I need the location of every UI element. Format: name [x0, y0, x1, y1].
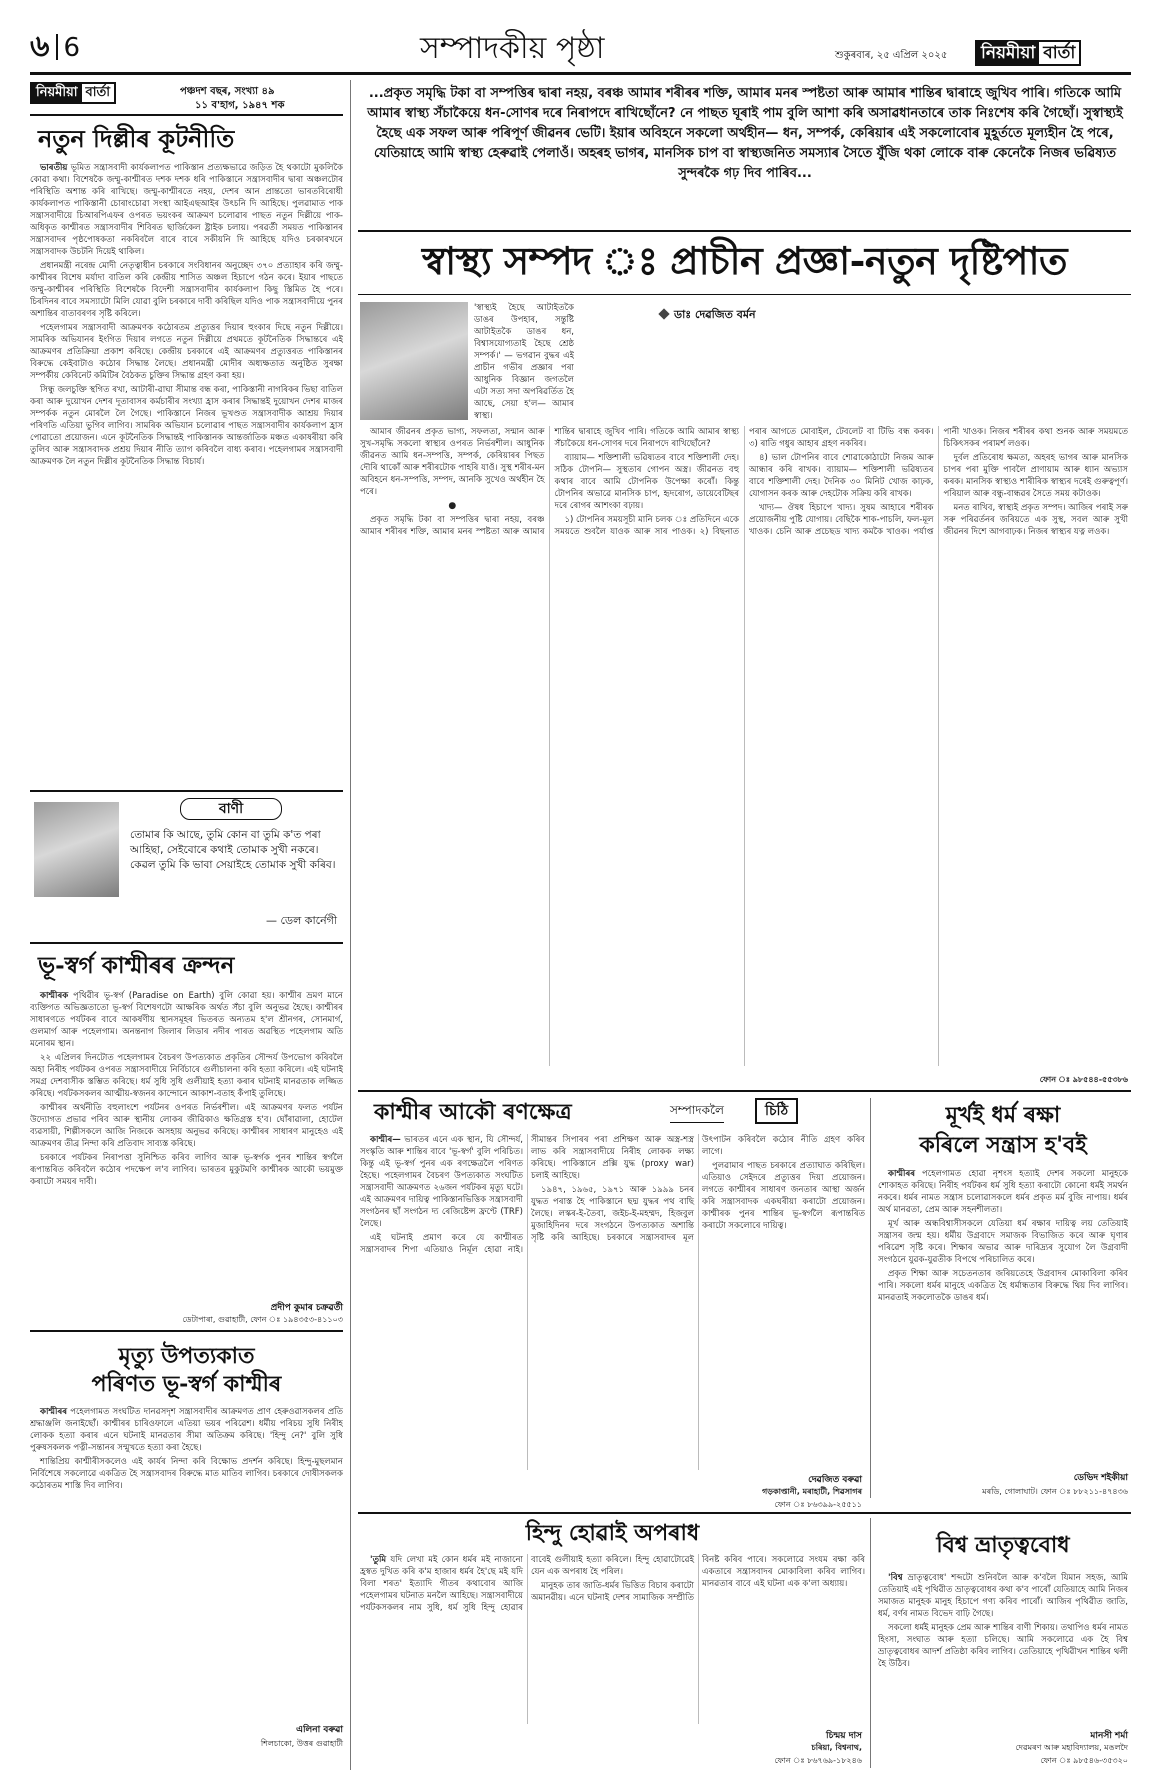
religion-title [875, 1100, 1131, 1160]
death-valley-lead: কাশ্মীৰৰ [40, 1407, 68, 1417]
letters-paragraph: এই ঘটনাই প্ৰমাণ কৰে যে কাশ্মীৰত সন্ত্ৰাসবাদৰ শিপা এতিয়াও নিৰ্মূল হোৱা নাই। সীমান্তৰ সিপাৰৰ পৰা প্ৰশিক্ষণ আৰু অস্ত্ৰ-শস্ত্ৰ লাভ কৰি সন্ত্ৰাসবাদীয়ে নিৰীহ লোকক লক্ষ্য কৰিছে। পাকিস্তানে প্ৰক্সি যুদ্ধ (proxy war) চলাই আহিছে। [360, 1135, 694, 1255]
masthead-volume: পঞ্চদশ বছৰ, সংখ্যা ৪৯ [180, 86, 275, 97]
kashmir-article-author: প্ৰদীপ কুমাৰ চক্ৰৱৰ্তী [270, 1303, 343, 1313]
feature-author-photo [360, 302, 468, 420]
header-rule [30, 72, 1131, 75]
hindu-title: হিন্দু হোৱাই অপৰাধ [525, 1520, 700, 1546]
masthead-logo-part2: বাৰ্তা [82, 84, 115, 102]
kashmir-article-paragraph: ২২ এপ্ৰিলৰ দিনটোত পহেলগামৰ বৈচৰণ উপত্যকাত প্ৰকৃতিৰ সৌন্দৰ্য উপভোগ কৰিবলৈ অহা নিৰীহ পৰ্যটকৰ ওপৰত সন্ত্ৰাসবাদীয়ে নিৰ্বিচাৰে গুলীচালনা কৰি হত্যা কৰিলে। এই ঘটনাই সমগ্ৰ দেশবাসীক স্তম্ভিত কৰিছে। ধৰ্ম সুধি সুধি গুলীয়াই হত্যা কৰাৰ ঘটনাই মানৱতাক লজ্জিত কৰিছে। পৰ্যটকসকলৰ আত্মীয়-স্বজনৰ কান্দোনে আকাশ-বতাহ কঁপাই তুলিছে। [30, 1053, 343, 1099]
brotherhood-body [878, 1572, 1128, 1722]
letters-tag: সম্পাদকলৈ [670, 1102, 724, 1123]
death-valley-author: এলিনা বৰুৱা [296, 1725, 343, 1735]
hindu-paragraph: মানুহক তাৰ জাতি-ধৰ্মৰ ভিত্তিত বিচাৰ কৰাটো অমানৱীয়। এনে ঘটনাই দেশৰ সামাজিক সম্প্ৰীতি বিনষ্ট কৰিব পাৰে। সকলোৱে সংযম ৰক্ষা কৰি একতাৰে সন্ত্ৰাসবাদৰ মোকাবিলা কৰিব লাগিব। মানৱতাৰ বাবে এই ঘটনা এক ক'লা অধ্যায়। [531, 1555, 865, 1603]
page-number [30, 29, 81, 64]
feature-subhead: ● [448, 501, 457, 511]
hindu-address: চৰিয়া, বিশ্বনাথ, [811, 1743, 862, 1752]
brotherhood-phone: ফোন ঃ ৯৮৫৪৬-৩৫৩২০ [1040, 1756, 1128, 1765]
feature-body [360, 426, 1128, 1066]
header-logo-part2: বাৰ্তা [1039, 42, 1079, 64]
feature-author: ডাঃ দেৱজিত বৰ্মন [674, 308, 756, 321]
feature-intro [474, 302, 574, 422]
feature-paragraph: ৪) ভাল টোপনিৰ বাবে শোৱাকোঠাটো নিজম আৰু আন্ধাৰ কৰি ৰাখক। ব্যায়াম— শক্তিশালী ভৱিষ্যতৰ বাবে শক্তিশালী দেহ। দৈনিক ৩০ মিনিট খোজ কাঢ়ক, যোগাসন কৰক আৰু দেহটোক সক্ৰিয় কৰি ৰাখক। [749, 453, 934, 499]
letters-author: দেৱজিত বৰুৱা [808, 1475, 862, 1485]
letters-header [360, 1098, 865, 1128]
hindu-phone: ফোন ঃ ৮৬৭৬৯-১৮২৪৬ [774, 1756, 862, 1765]
page-number-en: 6 [63, 33, 81, 63]
header-date: শুকুৰবাৰ, ২৫ এপ্ৰিল ২০২৫ [835, 50, 948, 61]
hindu-body [360, 1554, 865, 1724]
kashmir-article-lead: কাশ্মীৰক [40, 991, 69, 1001]
religion-paragraph: প্ৰকৃত শিক্ষা আৰু সচেতনতাৰ জৰিয়তেহে উগ্ৰবাদৰ মোকাবিলা কৰিব পাৰি। সকলো ধৰ্মৰ মানুহে একত্ৰিত হৈ ধৰ্মান্ধতাৰ বিৰুদ্ধে থিয় দিব লাগিব। মানৱতাই সকলোতকৈ ডাঙৰ ধৰ্ম। [878, 1269, 1128, 1303]
brotherhood-paragraph: সকলো ধৰ্মই মানুহক প্ৰেম আৰু শান্তিৰ বাণী শিকায়। তথাপিও ধৰ্মৰ নামত হিংসা, সংঘাত আৰু হত্যা চলিছে। আমি সকলোৱে এক হৈ বিশ্ব ভ্ৰাতৃত্ববোধৰ আদৰ্শ প্ৰতিষ্ঠা কৰিব লাগিব। তেতিয়াহে পৃথিৱীখন শান্তিৰ থলী হৈ উঠিব। [878, 1623, 1128, 1669]
letters-paragraph: পুলৱামাৰ পাছত চৰকাৰে প্ৰত্যাঘাত কৰিছিল। এতিয়াও সেইদৰে প্ৰত্যুত্তৰ দিয়া প্ৰয়োজন। লগতে কাশ্মীৰৰ সাধাৰণ জনতাৰ আস্থা অৰ্জন কৰি সন্ত্ৰাসবাদক একঘৰীয়া কৰাটো প্ৰয়োজন। কাশ্মীৰক পুনৰ শান্তিৰ ভূ-স্বৰ্গলৈ ৰূপান্তৰিত কৰাটো সকলোৰে দায়িত্ব। [702, 1161, 865, 1231]
hindu-lead: 'তুমি [370, 1555, 387, 1565]
quote-author-photo [34, 802, 119, 897]
kicker-rule [358, 230, 1131, 232]
brotherhood-title: বিশ্ব ভ্ৰাতৃত্ববোধ [936, 1532, 1070, 1558]
feature-title-rule [358, 294, 1131, 295]
editorial-title: নতুন দিল্লীৰ কূটনীতি [38, 124, 235, 153]
page-number-bn: ৬ [30, 29, 50, 64]
religion-title-line1: মূৰ্খই ধৰ্ম ৰক্ষা [945, 1102, 1061, 1128]
feature-paragraph: প্ৰকৃত সমৃদ্ধি টকা বা সম্পত্তিৰ দ্বাৰা নহয়, বৰঞ্চ আমাৰ শৰীৰৰ শক্তি, আমাৰ মনৰ স্পষ্টতা আৰু আমাৰ শান্তিৰ দ্বাৰাহে জুখিব পাৰি। গতিকে আমি আমাৰ স্বাস্থ্য সঁচাকৈয়ে ধন-সোণৰ দৰে নিৰাপদে ৰাখিছোঁনে? [360, 427, 739, 537]
editorial-paragraph: প্ৰধানমন্ত্ৰী নৰেন্দ্ৰ মোদী নেতৃত্বাধীন চৰকাৰে সংবিধানৰ অনুচ্ছেদ ৩৭০ প্ৰত্যাহাৰ কৰি জম্মু-কাশ্মীৰৰ বিশেষ মৰ্যাদা বাতিল কৰি কেন্দ্ৰীয় শাসিত অঞ্চল হিচাপে গঠন কৰে। ইয়াৰ পাছতে জম্মু-কাশ্মীৰৰ পৰিস্থিতি বিশেষকৈ বিদেশী সন্ত্ৰাসবাদীৰ কাৰ্যকলাপ কিছু স্তিমিত হৈ পৰে। চিৰদিনৰ বাবে সমস্যাটো মিলি যোৱা বুলি চৰকাৰে দাবী কৰিছিল যদিও পাক সন্ত্ৰাসবাদীয়ে পুনৰ অশান্তিৰ বাতাবৰণৰ সৃষ্টি কৰিলে। [30, 261, 343, 319]
diamond-icon [658, 308, 669, 319]
religion-paragraph: পহেলগামত হোৱা নৃশংস হত্যাই দেশৰ সকলো মানুহকে শোকাহত কৰিছে। নিৰীহ পৰ্যটকৰ ধৰ্ম সুধি হত্যা কৰাটো কোনো ধৰ্মই সমৰ্থন নকৰে। ধৰ্মৰ নামত সন্ত্ৰাস চলোৱাসকলে ধৰ্মৰ প্ৰকৃত মৰ্ম বুজি নাপায়। ধৰ্মৰ অৰ্থ মানৱতা, প্ৰেম আৰু সহনশীলতা। [878, 1169, 1128, 1215]
kashmir-article-title: ভূ-স্বৰ্গ কাশ্মীৰৰ ক্ৰন্দন [38, 952, 235, 979]
left-divider [30, 1330, 343, 1332]
header-logo [975, 40, 1081, 66]
hindu-paragraph: যদি লেখা মই কোন ধৰ্মৰ মই নাজানো হ্ৰস্বত দুখিত কৰি ক'ম হাজাৰ ধৰ্মৰ হৈ'ছে মই যদি বিলা শৰত' ইত্যাদি গীতৰ কথাবোৰ আজি পহেলগামৰ ঘটনাত মনলৈ আহিছে। সন্ত্ৰাসবাদীয়ে পৰ্যটকসকলৰ নাম সুধি, ধৰ্ম সুধি হিন্দু হোৱাৰ বাবেই গুলীয়াই হত্যা কৰিলে। হিন্দু হোৱাটোৱেই যেন এক অপৰাধ হৈ পৰিল। [360, 1555, 694, 1613]
quote-box [30, 790, 343, 944]
masthead-date: ১১ ব'হাগ, ১৯৪৭ শক [195, 100, 285, 111]
death-valley-title-line1: মৃত্যু উপত্যকাত [118, 1343, 255, 1369]
editorial-lead: ভাৰতীয় [40, 163, 68, 173]
religion-address: মৰডি, গোলাঘাট। ফোন ঃ ৮৮২১১-৪৭৪৩৬ [982, 1487, 1128, 1496]
feature-kicker: ...প্ৰকৃত সমৃদ্ধি টকা বা সম্পত্তিৰ দ্বাৰা নহয়, বৰঞ্চ আমাৰ শৰীৰৰ শক্তি, আমাৰ মনৰ স্পষ্টতা আৰু আমাৰ শান্তিৰ দ্বাৰাহে জুখিব পাৰি। গতিকে আমি আমাৰ স্বাস্থ্য সঁচাকৈয়ে ধন-সোণৰ দৰে নিৰাপদে ৰাখিছোঁনে? নে পাছত ঘূৰাই পাম বুলি আশা কৰি অসাৱধানতাৰে তাক নিঃশেষ কৰি গৈছোঁ। সুস্বাস্থ্যই হৈছে এক সফল আৰু পৰিপূৰ্ণ জীৱনৰ ভেটি। ইয়াৰ অবিহনে সকলো অৰ্থহীন— ধন, সম্পৰ্ক, কেৰিয়াৰ এই সকলোবোৰ মুহূৰ্ততে মূল্যহীন হৈ পৰে, যেতিয়াহে আমি স্বাস্থ্য হেৰুৱাই পেলাওঁ। অহৰহ ভাগৰ, মানসিক চাপ বা স্বাস্থ্যজনিত সমস্যাৰ সৈতে যুঁজি থকা লোকে বাৰু কেনেকৈ নিজৰ ভৱিষ্যত সুন্দৰকৈ গঢ় দিব পাৰিব... [367, 86, 1123, 181]
editorial-paragraph: সিন্ধু জলচুক্তি স্থগিত ৰখা, আটাৰী-ৱাঘা সীমান্ত বন্ধ কৰা, পাকিস্তানী নাগৰিকৰ ভিছা বাতিল কৰা আৰু দুয়োখন দেশৰ দূতাবাসৰ কৰ্মচাৰীৰ সংখ্যা হ্ৰাস কৰাৰ সিদ্ধান্তই দুয়োখন দেশৰ মাজৰ সম্পৰ্কক নতুন মোৰলৈ লৈ গৈছে। পাকিস্তানে নিজৰ ভূখণ্ডত সন্ত্ৰাসবাদীক আশ্ৰয় দিয়াৰ পৰিণতি এতিয়া ভুগিব লাগিব। সামৰিক অভিযান চলোৱাৰ পাছত সন্ত্ৰাসবাদীৰ কাৰ্যকলাপ হ্ৰাস পোৱাতো প্ৰয়োজন। এনে কূটনৈতিক সিদ্ধান্তই পাকিস্তানক আন্তৰ্জাতিক মঞ্চত একাষৰীয়া কৰি তুলিব আৰু সন্ত্ৰাসবাদক প্ৰশ্ৰয় দিয়াৰ নীতি ত্যাগ কৰিবলৈ বাধ্য কৰাব। পহেলগামৰ সন্ত্ৰাসবাদী আক্ৰমণক লৈ নতুন দিল্লীৰ কূটনৈতিক সিদ্ধান্ত বিচাৰ্য। [30, 385, 343, 467]
feature-paragraph: ব্যায়াম— শক্তিশালী ভৱিষ্যতৰ বাবে শক্তিশালী দেহ। সঠিক টোপনি— সুস্থতাৰ গোপন অস্ত্ৰ। জীৱনত বহু কথাৰ বাবে আমি টোপনিক উপেক্ষা কৰোঁ। কিন্তু টোপনিৰ অভাৱে মানসিক চাপ, হৃদৰোগ, ডায়েবেটিছৰ দৰে ৰোগৰ আশংকা বঢ়ায়। [554, 453, 739, 511]
letters-paragraph: ১৯৪৭, ১৯৬৫, ১৯৭১ আৰু ১৯৯৯ চনৰ যুদ্ধত পৰাস্ত হৈ পাকিস্তানে ছদ্ম যুদ্ধৰ পথ বাছি লৈছে। লস্কৰ-ই-তৈবা, জইচ-ই-মহম্মদ, হিজবুল মুজাহিদিনৰ দৰে সংগঠনে উপত্যকাত অশান্তি সৃষ্টি কৰি আহিছে। চৰকাৰে সন্ত্ৰাসবাদৰ মূল উৎপাটন কৰিবলৈ কঠোৰ নীতি গ্ৰহণ কৰিব লাগে। [531, 1135, 865, 1243]
death-valley-title [30, 1342, 343, 1398]
death-valley-title-line2: পৰিণত ভূ-স্বৰ্গ কাশ্মীৰ [91, 1371, 282, 1397]
letters-lead: কাশ্মীৰ— [370, 1135, 401, 1145]
hindu-divider [870, 1518, 871, 1768]
kashmir-article-paragraph: পৃথিৱীৰ ভূ-স্বৰ্গ (Paradise on Earth) বুলি কোৱা হয়। কাশ্মীৰ ভ্ৰমণ মানে ব্যক্তিগত অভিজ্ঞতাতো ভূ-স্বৰ্গ বিশেষণটো আক্ষৰিক অৰ্থত সঁচা বুলি অনুভৱ হৈছে। কাশ্মীৰৰ সাধাৰণতে পৰ্যটকৰ বাবে আকৰ্ষণীয় স্থানসমূহৰ ভিতৰত অন্যতম হ'ল শ্ৰীনগৰ, সোনমাৰ্গ, গুলমাৰ্গ আৰু পহেলগাম। অনন্তনাগ জিলাৰ লিডাৰ নদীৰ পাৰত অৱস্থিত পহেলগাম অতি মনোৰম স্থান। [30, 991, 343, 1049]
religion-lead: কাশ্মীৰৰ [888, 1169, 916, 1179]
brotherhood-lead: 'বিশ্ব [888, 1573, 903, 1583]
death-valley-body [30, 1406, 343, 1716]
editorial-paragraph: পহেলগামৰ সন্ত্ৰাসবাদী আক্ৰমণক কঠোৰতম প্ৰত্যুত্তৰ দিয়াৰ হুংকাৰ দিছে নতুন দিল্লীয়ে। সামৰিক অভিযানৰ ইংগিত দিয়াৰ লগতে নতুন দিল্লীয়ে প্ৰথমতে কূটনৈতিক সিদ্ধান্তৰে এই আক্ৰমণৰ প্ৰতিক্ৰিয়া প্ৰকাশ কৰিছে। কেন্দ্ৰীয় চৰকাৰে এই আক্ৰমণৰ প্ৰত্যুত্তৰত পাকিস্তানৰ বিৰুদ্ধে কেইবাটাও কঠোৰ সিদ্ধান্ত লৈছে। প্ৰধানমন্ত্ৰী মোদীৰ অধ্যক্ষতাত অনুষ্ঠিত সুৰক্ষা সম্পৰ্কীয় কেবিনেট কমিটিৰ বৈঠকত চুক্তিৰ সিদ্ধান্ত গ্ৰহণ কৰা হয়। [30, 323, 343, 381]
header-logo-part1: নিয়মীয়া [977, 42, 1039, 64]
quote-heading: বাণী [180, 798, 282, 820]
letters-address: গড়কাপ্তানী, মৰাহাটী, শিৱসাগৰ [762, 1487, 862, 1496]
death-valley-paragraph: শান্তিপ্ৰিয় কাশ্মীৰীসকলেও এই কাৰ্যৰ নিন্দা কৰি বিক্ষোভ প্ৰদৰ্শন কৰিছে। হিন্দু-মুছলমান নিৰ্বিশেষে সকলোৱে একত্ৰিত হৈ সন্ত্ৰাসবাদৰ বিৰুদ্ধে মাত মাতিব লাগিব। চৰকাৰে দোষীসকলক কঠোৰতম শাস্তি দিব লাগিব। [30, 1457, 343, 1491]
brotherhood-address: দেৱমৰণ আৰু মহাবিদ্যালয়, মঙলদৈ [1015, 1743, 1128, 1752]
letters-divider [870, 1098, 871, 1498]
brotherhood-author: মানসী শৰ্মা [1090, 1731, 1128, 1741]
feature-intro-text: 'স্বাস্থ্যই হৈছে আটাইতকৈ ডাঙৰ উপহাৰ, সন্তুষ্টি আটাইতকৈ ডাঙৰ ধন, বিশ্বাসযোগ্যতাই হৈছে শ্ৰেষ্ঠ সম্পৰ্ক।' — ভগৱান বুদ্ধৰ এই প্ৰাচীন গভীৰ প্ৰজ্ঞাৰ পৰা আধুনিক বিজ্ঞান জগতলৈ এটা সত্য সদা অপৰিৱৰ্তিত হৈ আছে, সেয়া হ'ল— আমাৰ স্বাস্থ্য। [474, 303, 574, 421]
feature-paragraph: দুৰ্বল প্ৰতিৰোধ ক্ষমতা, অহৰহ ভাগৰ আৰু মানসিক চাপৰ পৰা মুক্তি পাবলৈ প্ৰাণায়াম আৰু ধ্যান অভ্যাস কৰক। মানসিক স্বাস্থ্যও শাৰীৰিক স্বাস্থ্যৰ দৰেই গুৰুত্বপূৰ্ণ। পৰিয়াল আৰু বন্ধু-বান্ধৱৰ সৈতে সময় কটাওক। [943, 453, 1128, 499]
kashmir-article-body [30, 990, 343, 1290]
feature-bottom-rule [358, 1090, 1131, 1092]
section-title: সম্পাদকীয় পৃষ্ঠা [420, 31, 605, 66]
letters-paragraph: ভাৰতৰ এনে এক স্থান, যি সৌন্দৰ্য, সংস্কৃতি আৰু শান্তিৰ বাবে 'ভূ-স্বৰ্গ' বুলি পৰিচিত। কিন্তু এই ভূ-স্বৰ্গ পুনৰ এক ৰণক্ষেত্ৰলৈ পৰিণত হৈছে। পহেলগামৰ বৈচৰণ উপত্যকাত সংঘটিত সন্ত্ৰাসবাদী আক্ৰমণত ২৬জন পৰ্যটকৰ মৃত্যু ঘটে। এই আক্ৰমণৰ দায়িত্ব পাকিস্তানভিত্তিক সন্ত্ৰাসবাদী সংগঠনৰ ছাঁ সংগঠন দ্য ৰেজিষ্টেন্স ফ্ৰণ্টে (TRF) লৈছে। [360, 1135, 523, 1229]
masthead-rule [30, 114, 343, 116]
feature-phone: ফোন ঃ ৯৮৫৪৪-৫৫৩৮৬ [1039, 1075, 1128, 1084]
feature-paragraph: মনত ৰাখিব, স্বাস্থ্যই প্ৰকৃত সম্পদ। আজিৰ পৰাই সৰু সৰু পৰিৱৰ্তনৰ জৰিয়তে এক সুস্থ, সবল আৰু সুখী জীৱনৰ দিশে আগবাঢ়ক। নিজৰ স্বাস্থ্যৰ যত্ন লওক। [943, 503, 1128, 537]
letters-body [360, 1134, 865, 1470]
death-valley-paragraph: পহেলগামত সংঘটিত দানৱসদৃশ সন্ত্ৰাসবাদীৰ আক্ৰমণত প্ৰাণ হেৰুওৱাসকলৰ প্ৰতি শ্ৰদ্ধাঞ্জলি জনাইছোঁ। কাশ্মীৰৰ চাৰিওফালে এতিয়া ভয়ৰ পৰিৱেশ। ধৰ্মীয় পৰিচয় সুধি নিৰীহ লোকক হত্যা কৰাৰ এনে ঘটনাই মানৱতাৰ সীমা অতিক্ৰম কৰিছে। 'হিন্দু নে?' বুলি সুধি পুৰুষসকলক পত্নী-সন্তানৰ সন্মুখতে হত্যা কৰা হৈছে। [30, 1407, 343, 1453]
kashmir-article-paragraph: কাশ্মীৰৰ অৰ্থনীতি বহুলাংশে পৰ্যটনৰ ওপৰত নিৰ্ভৰশীল। এই আক্ৰমণৰ ফলত পৰ্যটন উদ্যোগত প্ৰভাৱ পৰিব আৰু স্থানীয় লোকৰ জীৱিকাও ক্ষতিগ্ৰস্ত হ'ব। ঘোঁৰাৱালা, হোটেল ব্যৱসায়ী, শিল্পীসকলে আজি নিজকে অসহায় অনুভৱ কৰিছে। কাশ্মীৰৰ সাধাৰণ মানুহেও এই আক্ৰমণৰ তীব্ৰ নিন্দা কৰি প্ৰতিবাদ সাব্যস্ত কৰিছে। [30, 1103, 343, 1149]
quote-author: — ডেল কাৰ্নেগী [266, 914, 337, 927]
masthead-logo [30, 82, 116, 104]
feature-paragraph: খাদ্য— ঔষধ হিচাপে খাদ্য। সুষম আহাৰে শৰীৰক প্ৰয়োজনীয় পুষ্টি যোগায়। বেছিকৈ শাক-পাচলি, ফল-মূল খাওক। চেনি আৰু প্ৰচেছড খাদ্য কমকৈ খাওক। পৰ্যাপ্ত পানী খাওক। নিজৰ শৰীৰৰ কথা শুনক আৰু সময়মতে চিকিৎসকৰ পৰামৰ্শ লওক। [749, 427, 1128, 537]
quote-text: তোমাৰ কি আছে, তুমি কোন বা তুমি ক'ত পৰা আহিছা, সেইবোৰে কথাই তোমাক সুখী নকৰে। কেৱল তুমি কি ভাবা সেয়াইহে তোমাক সুখী কৰিব। [130, 829, 336, 871]
editorial-body [30, 162, 343, 782]
feature-paragraph: আমাৰ জীৱনৰ প্ৰকৃত ভাগ্য, সফলতা, সন্মান আৰু সুখ-সমৃদ্ধি সকলো স্বাস্থ্যৰ ওপৰত নিৰ্ভৰশীল। আধুনিক জীৱনত আমি ধন-সম্পত্তি, সম্পৰ্ক, কেৰিয়াৰৰ পিছত দৌৰি থাকোঁ আৰু শৰীৰটোক পাহৰি যাওঁ। সুস্থ শৰীৰ-মন অবিহনে ধন-সম্পত্তি, সম্পদ, আনকি সুখেও অৰ্থহীন হৈ পৰে। [360, 427, 545, 497]
letters-title: কাশ্মীৰ আকৌ ৰণক্ষেত্ৰ [374, 1099, 572, 1125]
lower-rule [358, 1512, 1131, 1514]
religion-author: ডেভিদ শইকীয়া [1073, 1473, 1128, 1483]
kashmir-article-address: ডেটাপাৰা, গুৱাহাটী, ফোন ঃ ১৯৪৩৫৩-৪১১০৩ [182, 1315, 343, 1324]
letters-phone: ফোন ঃ ৮৬৩৯৯-২৫৫১১ [774, 1500, 862, 1509]
feature-title: স্বাস্থ্য সম্পদ ঃ প্ৰাচীন প্ৰজ্ঞা-নতুন দৃষ্টিপাত [422, 238, 1067, 283]
religion-paragraph: মূৰ্খ আৰু অন্ধবিশ্বাসীসকলে যেতিয়া ধৰ্ম ৰক্ষাৰ দায়িত্ব লয় তেতিয়াই সন্ত্ৰাসৰ জন্ম হয়। ধৰ্মীয় উগ্ৰবাদে সমাজক বিভাজিত কৰে আৰু ঘৃণাৰ পৰিৱেশ সৃষ্টি কৰে। শিক্ষাৰ অভাৱ আৰু দাৰিদ্ৰ্যৰ সুযোগ লৈ উগ্ৰবাদী সংগঠনে যুৱক-যুৱতীক বিপথে পৰিচালিত কৰে। [878, 1219, 1128, 1265]
brotherhood-paragraph: ভ্ৰাতৃত্ববোধ' শব্দটো শুনিবলৈ আৰু ক'বলৈ যিমান সহজ, আমি তেতিয়াই এই পৃথিৱীত ভ্ৰাতৃত্ববোধৰ কথা ক'ব পাৰোঁ যেতিয়াহে আমি নিজৰ সমাজত মানুহক মানুহ হিচাপে গণ্য কৰিব পাৰোঁ। আজিৰ পৃথিৱীত জাতি, ধৰ্ম, বৰ্ণৰ নামত বিভেদ বাঢ়ি গৈছে। [878, 1573, 1128, 1619]
feature-byline [660, 306, 756, 325]
masthead-logo-part1: নিয়মীয়া [32, 84, 82, 102]
feature-paragraph: ১) টোপনিৰ সময়সূচী মানি চলক ঃ প্ৰতিদিনে একে সময়তে শুবলৈ যাওক আৰু সাৰ পাওক। ২) বিছনাত পৰাৰ আগতে মোবাইল, টেবলেট বা টিভি বন্ধ কৰক। ৩) ৰাতি গধুৰ আহাৰ গ্ৰহণ নকৰিব। [554, 427, 934, 537]
letters-tag-box: চিঠি [755, 1098, 798, 1124]
religion-body [878, 1168, 1128, 1464]
death-valley-address: শিলচাকো, উত্তৰ গুৱাহাটী [260, 1739, 343, 1748]
religion-title-line2: কৰিলে সন্ত্ৰাস হ'বই [919, 1132, 1087, 1158]
kashmir-article-paragraph: চৰকাৰে পৰ্যটকৰ নিৰাপত্তা সুনিশ্চিত কৰিব লাগিব আৰু ভূ-স্বৰ্গক পুনৰ শান্তিৰ স্বৰ্গলৈ ৰূপান্তৰিত কৰিবলৈ কঠোৰ পদক্ষেপ ল'ব লাগিব। ভাৰতৰ মুকুটমণি কাশ্মীৰক আকৌ ভয়মুক্ত কৰাটো সময়ৰ দাবী। [30, 1153, 343, 1187]
column-divider [350, 80, 351, 1770]
hindu-author: চিন্ময় দাস [826, 1731, 862, 1741]
editorial-paragraph: ভূমিত সন্ত্ৰাসবাদী কাৰ্যকলাপত পাকিস্তান প্ৰত্যক্ষভাৱে জড়িত হৈ থকাটো মুকলিকৈ কোৱা কথা। বিশেষকৈ জম্মু-কাশ্মীৰত দশক দশক ধৰি পাকিস্তানে সন্ত্ৰাসবাদীৰ দ্বাৰা অঞ্চলটোৰ পৰিস্থিতি অশান্ত কৰি ৰাখিছে। জম্মু-কাশ্মীৰতে নহয়, দেশৰ আন প্ৰান্ততো ভাৰতবিৰোধী কাৰ্যকলাপত পাকিস্তানী চোৰাংচোৱা সংস্থা আইএছআইৰ উৎচনি দি আহিছে। পুলৱামাত পাক সন্ত্ৰাসবাদীয়ে চিআৰপিএফৰ ওপৰত ভয়ংকৰ আক্ৰমণ চলোৱাৰ পাছত নতুন দিল্লীয়ে পাক-অধিকৃত কাশ্মীৰত সন্ত্ৰাসবাদীৰ শিবিৰত ছাৰ্জিকেল ষ্ট্ৰাইক চলায়। পৰৱৰ্তী সময়ত পাকিস্তানৰ সন্ত্ৰাসবাদৰ পৃষ্ঠপোষকতা নকৰিবলৈ বাৰে বাৰে সকীয়নি দি আহিছে যদিও চৰকাৰখনে সন্ত্ৰাসবাদক উচটনি দিয়েই থাকিল। [30, 163, 343, 257]
